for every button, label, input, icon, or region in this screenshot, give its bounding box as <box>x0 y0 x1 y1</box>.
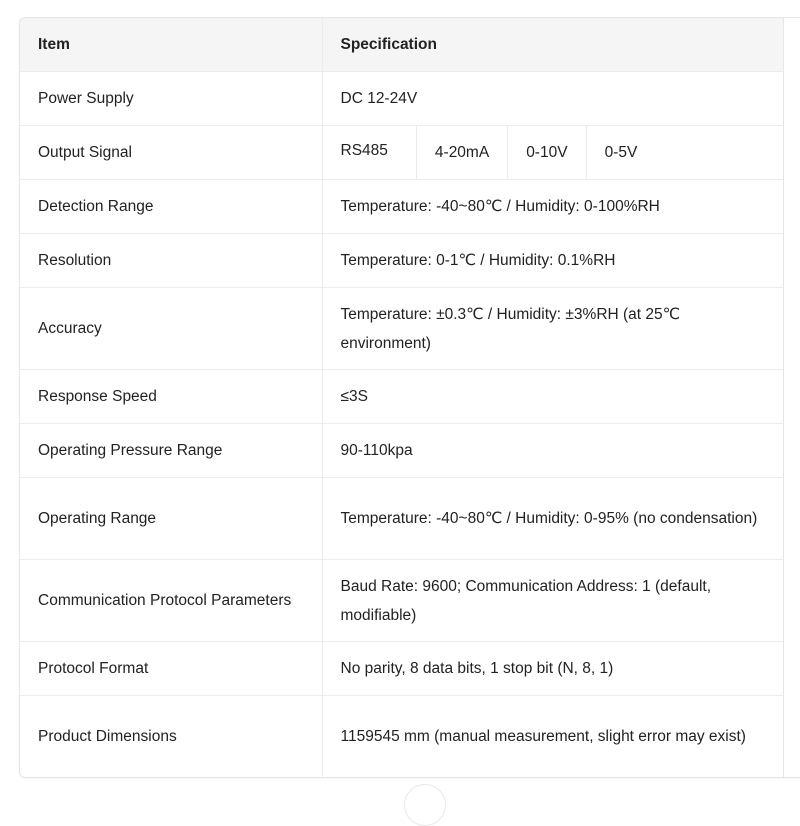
row-label: Detection Range <box>20 180 322 234</box>
row-value: 1159545 mm (manual measurement, slight error may exist) <box>322 696 783 778</box>
row-value: 90-110kpa <box>322 424 783 478</box>
table-row <box>20 424 783 478</box>
table-row <box>20 234 783 288</box>
output-signal-options <box>322 126 783 180</box>
row-value: DC 12-24V <box>322 72 783 126</box>
table-row <box>20 180 783 234</box>
table-header-row <box>20 18 783 72</box>
table-row <box>20 288 783 370</box>
row-value: Baud Rate: 9600; Communication Address: 1 (default, modifiable) <box>322 560 783 642</box>
signal-option-rs485: RS485 <box>323 126 417 179</box>
signal-option-0-5v: 0-5V <box>604 144 638 161</box>
signal-option-0-10v: 0-10V <box>508 126 586 179</box>
row-label: Resolution <box>20 234 322 288</box>
table-row <box>20 72 783 126</box>
scroll-button[interactable] <box>404 784 446 826</box>
row-label: Power Supply <box>20 72 322 126</box>
row-value: Temperature: ±0.3℃ / Humidity: ±3%RH (at 25℃ environment) <box>322 288 783 370</box>
row-label: Product Dimensions <box>20 696 322 778</box>
spec-table-container <box>19 17 800 778</box>
header-specification: Specification <box>322 18 783 72</box>
table-row <box>20 370 783 424</box>
row-value: ≤3S <box>322 370 783 424</box>
row-value: No parity, 8 data bits, 1 stop bit (N, 8, 1) <box>322 642 783 696</box>
signal-option-4-20ma: 4-20mA <box>417 126 508 179</box>
row-value: Temperature: -40~80℃ / Humidity: 0-100%RH <box>322 180 783 234</box>
row-label: Protocol Format <box>20 642 322 696</box>
row-label: Operating Pressure Range <box>20 424 322 478</box>
table-row <box>20 560 783 642</box>
spec-table <box>20 18 784 777</box>
table-row <box>20 696 783 778</box>
row-value: Temperature: 0-1℃ / Humidity: 0.1%RH <box>322 234 783 288</box>
table-row <box>20 478 783 560</box>
header-item: Item <box>20 18 322 72</box>
row-value: Temperature: -40~80℃ / Humidity: 0-95% (no condensation) <box>322 478 783 560</box>
row-label: Operating Range <box>20 478 322 560</box>
row-label: Accuracy <box>20 288 322 370</box>
table-row <box>20 126 783 180</box>
row-label: Communication Protocol Parameters <box>20 560 322 642</box>
row-label: Output Signal <box>20 126 322 180</box>
table-row <box>20 642 783 696</box>
row-label: Response Speed <box>20 370 322 424</box>
